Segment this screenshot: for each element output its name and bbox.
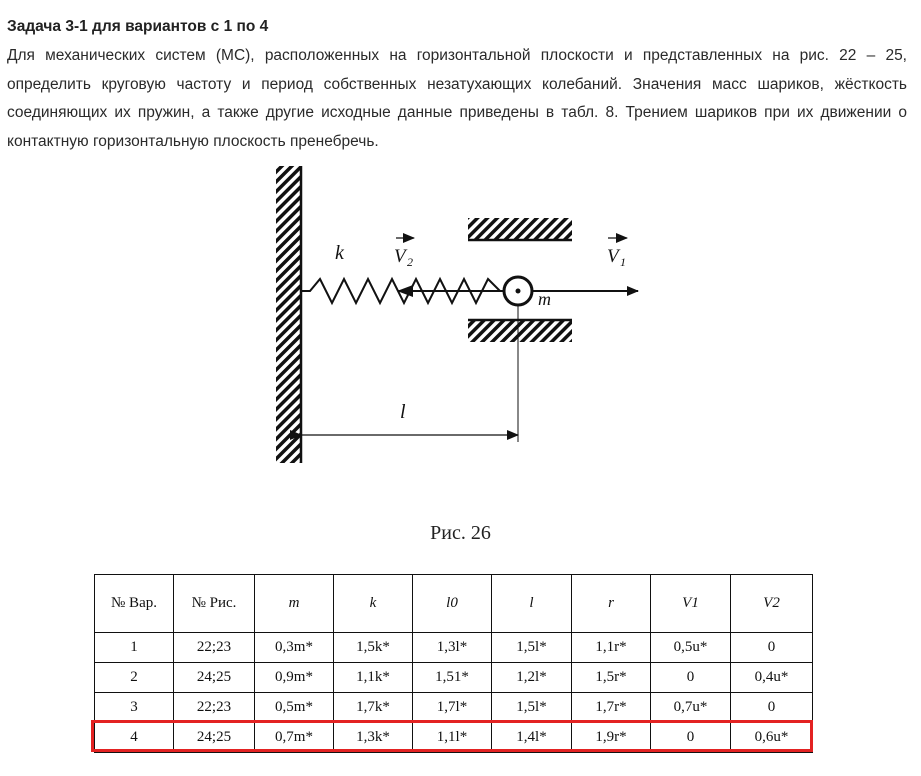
cell-v1: 0: [651, 723, 731, 753]
header-figure: № Рис.: [174, 575, 255, 633]
cell-k: 1,1k*: [334, 663, 413, 693]
cell-figure: 22;23: [174, 633, 255, 663]
cell-k: 1,3k*: [334, 723, 413, 753]
mechanical-system-figure: [0, 150, 921, 470]
spring-stiffness-label: k: [335, 242, 344, 264]
header-l0: l0: [413, 575, 492, 633]
cell-m: 0,5m*: [255, 693, 334, 723]
cell-figure: 24;25: [174, 723, 255, 753]
cell-l0: 1,7l*: [413, 693, 492, 723]
variants-table: [94, 574, 813, 753]
header-variant: № Вар.: [95, 575, 174, 633]
cell-variant: 3: [95, 693, 174, 723]
header-v2: V2: [731, 575, 813, 633]
cell-m: 0,7m*: [255, 723, 334, 753]
cell-l0: 1,51*: [413, 663, 492, 693]
cell-variant: 2: [95, 663, 174, 693]
header-r: r: [572, 575, 651, 633]
cell-figure: 24;25: [174, 663, 255, 693]
table-header-row: [95, 575, 813, 633]
v1-label-sub: 1: [620, 255, 626, 269]
cell-figure: 22;23: [174, 693, 255, 723]
cell-m: 0,9m*: [255, 663, 334, 693]
cell-v2: 0,4u*: [731, 663, 813, 693]
wall-hatch: [276, 166, 301, 463]
header-k: k: [334, 575, 413, 633]
v2-label: V: [394, 246, 406, 267]
problem-text: Для механических систем (МС), расположенных на горизонтальной плоскости и представленных на рис. 22 – 25, определить круговую частоту и период собственных незатухающих колебаний. Значения масс шариков, жёсткость соединяющих их пружин, а также другие исходные данные приведены в табл. 8. Трением шариков при их движении о контактную горизонтальную плоскость пренебречь.: [7, 47, 907, 150]
header-l: l: [492, 575, 572, 633]
cell-m: 0,3m*: [255, 633, 334, 663]
header-m: m: [255, 575, 334, 633]
table-row: [95, 633, 813, 663]
cell-v2: 0: [731, 693, 813, 723]
table-row: [95, 663, 813, 693]
cell-r: 1,7r*: [572, 693, 651, 723]
cell-v2: 0,6u*: [731, 723, 813, 753]
header-v1: V1: [651, 575, 731, 633]
cell-k: 1,5k*: [334, 633, 413, 663]
cell-r: 1,9r*: [572, 723, 651, 753]
cell-variant: 1: [95, 633, 174, 663]
table-row-highlighted: [95, 723, 813, 753]
lower-guide-hatch: [468, 320, 572, 342]
table-row: [95, 693, 813, 723]
cell-l: 1,2l*: [492, 663, 572, 693]
cell-r: 1,5r*: [572, 663, 651, 693]
cell-variant: 4: [95, 723, 174, 753]
cell-v2: 0: [731, 633, 813, 663]
cell-l0: 1,3l*: [413, 633, 492, 663]
cell-v1: 0,5u*: [651, 633, 731, 663]
v1-label: V: [607, 246, 619, 267]
figure-caption: Рис. 26: [430, 522, 491, 544]
v2-label-sub: 2: [407, 255, 413, 269]
length-label: l: [400, 401, 406, 423]
cell-k: 1,7k*: [334, 693, 413, 723]
cell-l: 1,5l*: [492, 693, 572, 723]
cell-v1: 0,7u*: [651, 693, 731, 723]
mass-label: m: [538, 289, 551, 309]
cell-l: 1,4l*: [492, 723, 572, 753]
ball-center: [516, 289, 521, 294]
upper-guide-hatch: [468, 218, 572, 240]
problem-title: Задача 3-1 для вариантов с 1 по 4: [7, 18, 269, 35]
cell-v1: 0: [651, 663, 731, 693]
cell-l0: 1,1l*: [413, 723, 492, 753]
cell-r: 1,1r*: [572, 633, 651, 663]
cell-l: 1,5l*: [492, 633, 572, 663]
